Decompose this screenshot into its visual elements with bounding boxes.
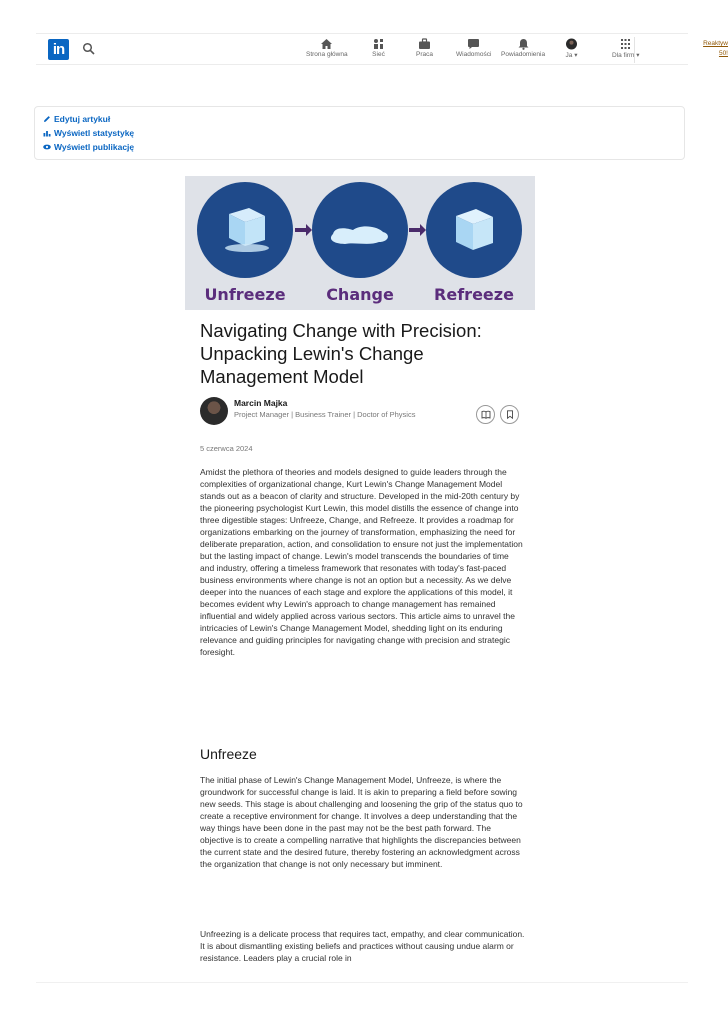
article-intro: Amidst the plethora of theories and models designed to guide leaders through the complexities of organizational change, Kurt Lewin's Change Management Model stands out as a beacon of clarity and structure. Developed in the mid-20th century by the pioneering psychologist Kurt Lewin, this model distills the essence of change into three digestible stages: Unfreeze, Change, and Refreeze. It provides a roadmap for organizations embarking on the journey of transformation, emphasizing the need for deliberate preparation, action, and consolidation to ensure not just the implementation but the lasting impact of change. Lewin's model transcends the boundaries of time and industry, offering a timeless framework that resonates with today's fast-paced business environments where change is not an option but a necessity. As we delve deeper into the nuances of each stage and explore the applications of this model, it becomes evident why Lewin's approach to change management has remained influential and widely applied across various sectors. This article aims to unravel the intricacies of Lewin's Change Management Model, shedding light on its enduring relevance and guiding principles for navigating change with precision and strategic foresight. (200, 467, 523, 657)
nav-home-label: Strona główna (306, 51, 348, 58)
article-cover-image (185, 176, 535, 310)
section-paragraph-1: The initial phase of Lewin's Change Management Model, Unfreeze, is where the groundwork for successful change is laid. It is akin to preparing a field before sowing new seeds. This stage is about challenging and loosening the grip of the status quo to create a receptive environment for change. It involves a deep understanding that the way things have been done in the past may not be the best path forward. The objective is to create a compelling narrative that highlights the discrepancies between the current state and the desired future, thereby fostering an acknowledgment across the organization that change is not only necessary but imminent. (200, 775, 523, 869)
article-admin-box (34, 106, 685, 160)
nav-messaging[interactable] (456, 38, 491, 58)
pencil-icon (43, 115, 51, 123)
premium-line1: Reaktyw (703, 40, 728, 47)
premium-line2: 50! (718, 50, 728, 57)
hero-label-refreeze: Refreeze (434, 285, 514, 304)
nav-notifications-label: Powiadomienia (501, 51, 546, 58)
avatar (565, 38, 578, 50)
search-icon[interactable] (82, 42, 96, 56)
nav-me[interactable] (565, 38, 578, 59)
save-button[interactable] (500, 405, 519, 424)
bookmark-icon (506, 410, 514, 419)
nav-messaging-label: Wiadomości (456, 51, 492, 58)
edit-article-label: Edytuj artykuł (54, 114, 111, 124)
nav-network[interactable] (372, 38, 385, 58)
author-avatar[interactable] (200, 397, 228, 425)
linkedin-logo[interactable]: in (48, 39, 69, 60)
nav-me-label: Ja ▾ (565, 52, 578, 59)
listen-button[interactable] (476, 405, 495, 424)
bell-icon (517, 38, 530, 50)
ice-cube-icon (456, 209, 493, 250)
article-title: Navigating Change with Precision: Unpacking Lewin's Change Management Model (200, 320, 482, 387)
nav-notifications[interactable] (501, 38, 545, 58)
edit-article-link[interactable] (43, 114, 110, 124)
hero-label-unfreeze: Unfreeze (204, 285, 286, 304)
premium-link[interactable] (692, 39, 728, 59)
nav-network-label: Sieć (372, 51, 385, 58)
briefcase-icon (418, 38, 431, 50)
home-icon (320, 38, 333, 50)
page-divider (36, 982, 688, 983)
view-publication-link[interactable] (43, 142, 134, 152)
nav-jobs[interactable] (416, 38, 433, 58)
bar-chart-icon (43, 129, 51, 137)
view-stats-link[interactable] (43, 128, 134, 138)
grid-icon (619, 38, 632, 50)
eye-icon (43, 143, 51, 151)
nav-business[interactable] (612, 38, 639, 59)
messaging-icon (467, 38, 480, 50)
nav-jobs-label: Praca (416, 51, 433, 58)
section-heading: Unfreeze (200, 746, 257, 762)
hero-label-change: Change (326, 285, 394, 304)
section-paragraph-2: Unfreezing is a delicate process that requires tact, empathy, and clear communication. It is about dismantling existing beliefs and practices without causing undue alarm or resistance. Leaders play a crucial role in (200, 929, 525, 963)
top-nav (36, 33, 728, 65)
author-headline: Project Manager | Business Trainer | Doctor of Physics (234, 410, 416, 419)
nav-business-label: Dla firm ▾ (612, 52, 640, 59)
book-icon (481, 410, 491, 419)
publish-date: 5 czerwca 2024 (200, 444, 253, 453)
view-stats-label: Wyświetl statystykę (54, 128, 135, 138)
author-name[interactable]: Marcin Majka (234, 398, 288, 408)
view-publication-label: Wyświetl publikację (54, 142, 135, 152)
nav-home[interactable] (306, 38, 348, 58)
network-icon (372, 38, 385, 50)
